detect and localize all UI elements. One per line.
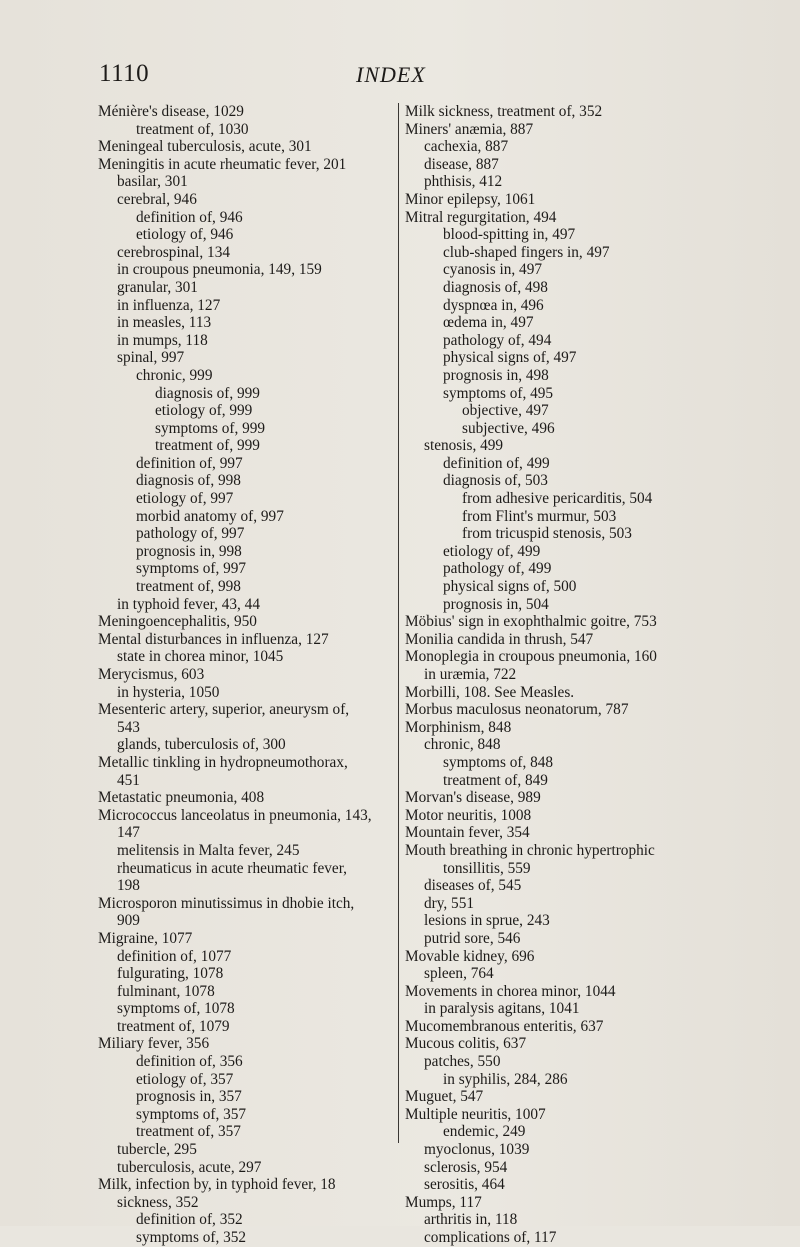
index-entry: dry, 551 (424, 894, 474, 912)
index-entry: complications of, 117 (424, 1229, 557, 1246)
index-entry: myoclonus, 1039 (424, 1141, 530, 1159)
index-entry: definition of, 1077 (117, 947, 232, 965)
index-entry: treatment of, 999 (155, 437, 260, 455)
index-entry: serositis, 464 (424, 1176, 505, 1194)
index-entry: chronic, 848 (424, 736, 501, 754)
index-entry: treatment of, 1079 (117, 1017, 230, 1035)
index-entry: stenosis, 499 (424, 437, 504, 455)
index-entry: Ménière's disease, 1029 (98, 103, 244, 120)
index-entry: objective, 497 (462, 402, 549, 420)
index-entry: etiology of, 997 (136, 490, 234, 508)
index-entry: etiology of, 357 (136, 1070, 234, 1088)
index-entry: tonsillitis, 559 (443, 859, 531, 877)
index-entry: Multiple neuritis, 1007 (405, 1105, 546, 1123)
index-entry: prognosis in, 498 (443, 366, 549, 384)
index-entry: Miners' anæmia, 887 (405, 120, 534, 138)
index-entry: endemic, 249 (443, 1123, 526, 1141)
index-entry: diagnosis of, 999 (155, 384, 260, 402)
index-entry: pathology of, 494 (443, 331, 552, 349)
index-entry: putrid sore, 546 (424, 929, 521, 947)
index-entry: Meningitis in acute rheumatic fever, 201 (98, 155, 347, 173)
index-entry: dyspnœa in, 496 (443, 296, 544, 314)
index-entry: Monilia candida in thrush, 547 (405, 630, 594, 648)
index-entry: patches, 550 (424, 1053, 501, 1071)
index-entry: in measles, 113 (117, 314, 212, 332)
index-entry: symptoms of, 848 (443, 753, 554, 771)
index-entry: œdema in, 497 (443, 314, 534, 332)
index-entry: Metallic tinkling in hydropneumothorax, (98, 753, 348, 771)
index-entry: in hysteria, 1050 (117, 683, 220, 701)
index-entry: spinal, 997 (117, 349, 185, 367)
index-entry: diseases of, 545 (424, 877, 522, 895)
index-entry: glands, tuberculosis of, 300 (117, 736, 286, 754)
index-entry: disease, 887 (424, 155, 499, 173)
index-entry: in uræmia, 722 (424, 666, 517, 683)
index-entry: treatment of, 849 (443, 771, 548, 789)
index-entry: Metastatic pneumonia, 408 (98, 789, 265, 807)
index-entry: Minor epilepsy, 1061 (405, 190, 536, 208)
index-entry: definition of, 356 (136, 1053, 243, 1071)
index-entry: Mucous colitis, 637 (405, 1035, 527, 1053)
index-entry: spleen, 764 (424, 965, 494, 983)
index-entry: Micrococcus lanceolatus in pneumonia, 143, (98, 806, 372, 824)
index-entry: Muguet, 547 (405, 1088, 484, 1106)
index-entry: basilar, 301 (117, 173, 188, 191)
running-head: INDEX (356, 62, 426, 87)
index-entry: sclerosis, 954 (424, 1158, 508, 1176)
index-entry: arthritis in, 118 (424, 1211, 518, 1229)
index-entry: etiology of, 999 (155, 402, 253, 420)
index-entry: physical signs of, 500 (443, 578, 577, 596)
index-entry: cachexia, 887 (424, 138, 509, 156)
index-entry: 909 (117, 912, 140, 930)
index-entry: prognosis in, 504 (443, 595, 549, 613)
index-entry: in paralysis agitans, 1041 (424, 1000, 580, 1018)
index-entry: Mumps, 117 (405, 1193, 482, 1211)
index-entry: 543 (117, 718, 140, 736)
index-entry: diagnosis of, 998 (136, 472, 241, 490)
index-entry: from Flint's murmur, 503 (462, 507, 617, 525)
index-entry: Mouth breathing in chronic hypertrophic (405, 841, 655, 859)
index-entry: Migraine, 1077 (98, 929, 193, 947)
index-entry: from tricuspid stenosis, 503 (462, 525, 632, 543)
index-column-right (405, 103, 715, 1247)
index-entry: Milk, infection by, in typhoid fever, 18 (98, 1176, 336, 1194)
index-entry: Morbus maculosus neonatorum, 787 (405, 701, 629, 719)
index-entry: cyanosis in, 497 (443, 261, 542, 279)
index-entry: symptoms of, 1078 (117, 1000, 235, 1018)
index-entry: granular, 301 (117, 278, 198, 296)
index-entry: melitensis in Malta fever, 245 (117, 841, 300, 859)
index-entry: cerebrospinal, 134 (117, 243, 230, 261)
index-entry: in influenza, 127 (117, 296, 221, 314)
index-entry: symptoms of, 352 (136, 1229, 247, 1246)
index-entry: Möbius' sign in exophthalmic goitre, 753 (405, 613, 657, 631)
index-entry: Merycismus, 603 (98, 666, 205, 683)
index-entry: prognosis in, 357 (136, 1088, 242, 1106)
index-entry: subjective, 496 (462, 419, 555, 437)
index-entry: Mesenteric artery, superior, aneurysm of, (98, 701, 350, 719)
index-entry: definition of, 352 (136, 1211, 243, 1229)
index-entry: definition of, 499 (443, 454, 550, 472)
index-entry: rheumaticus in acute rheumatic fever, (117, 859, 348, 877)
index-entry: 198 (117, 877, 140, 895)
index-entry: in mumps, 118 (117, 331, 208, 349)
index-entry: symptoms of, 997 (136, 560, 247, 578)
index-entry: symptoms of, 999 (155, 419, 266, 437)
index-entry: Miliary fever, 356 (98, 1035, 210, 1053)
index-entry: in syphilis, 284, 286 (443, 1070, 568, 1088)
index-entry: Mountain fever, 354 (405, 824, 530, 842)
index-entry: Motor neuritis, 1008 (405, 806, 532, 824)
index-entry: diagnosis of, 498 (443, 278, 548, 296)
index-entry: club-shaped fingers in, 497 (443, 243, 610, 261)
index-entry: Mental disturbances in influenza, 127 (98, 630, 329, 648)
index-entry: treatment of, 998 (136, 578, 241, 596)
index-entry: Movable kidney, 696 (405, 947, 535, 965)
index-entry: pathology of, 997 (136, 525, 245, 543)
index-entry: blood-spitting in, 497 (443, 226, 576, 244)
index-entry: diagnosis of, 503 (443, 472, 548, 490)
index-entry: definition of, 946 (136, 208, 243, 226)
index-entry: Microsporon minutissimus in dhobie itch, (98, 894, 355, 912)
index-entry: treatment of, 1030 (136, 120, 249, 138)
index-column-left (98, 103, 396, 1247)
index-entry: Morbilli, 108. See Measles. (405, 683, 575, 701)
index-entry: etiology of, 499 (443, 542, 541, 560)
index-entry: Morvan's disease, 989 (405, 789, 541, 807)
index-entry: definition of, 997 (136, 454, 243, 472)
index-entry: cerebral, 946 (117, 190, 197, 208)
index-entry: 147 (117, 824, 140, 842)
index-entry: Milk sickness, treatment of, 352 (405, 103, 603, 120)
index-entry: from adhesive pericarditis, 504 (462, 490, 653, 508)
page-number: 1110 (99, 60, 150, 87)
index-entry: etiology of, 946 (136, 226, 234, 244)
index-entry: fulgurating, 1078 (117, 965, 224, 983)
index-entry: physical signs of, 497 (443, 349, 577, 367)
index-entry: sickness, 352 (117, 1193, 199, 1211)
index-entry: in typhoid fever, 43, 44 (117, 595, 260, 613)
index-entry: 451 (117, 771, 140, 789)
index-entry: lesions in sprue, 243 (424, 912, 550, 930)
column-divider (398, 103, 399, 1143)
index-entry: Movements in chorea minor, 1044 (405, 982, 616, 1000)
index-entry: state in chorea minor, 1045 (117, 648, 284, 666)
index-entry: Morphinism, 848 (405, 718, 512, 736)
index-entry: Meningoencephalitis, 950 (98, 613, 257, 631)
index-entry: Monoplegia in croupous pneumonia, 160 (405, 648, 657, 666)
index-entry: symptoms of, 357 (136, 1105, 247, 1123)
index-entry: treatment of, 357 (136, 1123, 241, 1141)
index-entry: phthisis, 412 (424, 173, 503, 191)
index-entry: symptoms of, 495 (443, 384, 554, 402)
index-entry: Mucomembranous enteritis, 637 (405, 1017, 604, 1035)
index-entry: fulminant, 1078 (117, 982, 215, 1000)
index-entry: Mitral regurgitation, 494 (405, 208, 557, 226)
index-entry: tuberculosis, acute, 297 (117, 1158, 262, 1176)
index-entry: tubercle, 295 (117, 1141, 197, 1159)
index-entry: morbid anatomy of, 997 (136, 507, 284, 525)
index-entry: pathology of, 499 (443, 560, 552, 578)
index-entry: in croupous pneumonia, 149, 159 (117, 261, 322, 279)
index-entry: prognosis in, 998 (136, 542, 242, 560)
index-entry: Meningeal tuberculosis, acute, 301 (98, 138, 312, 156)
index-entry: chronic, 999 (136, 366, 213, 384)
